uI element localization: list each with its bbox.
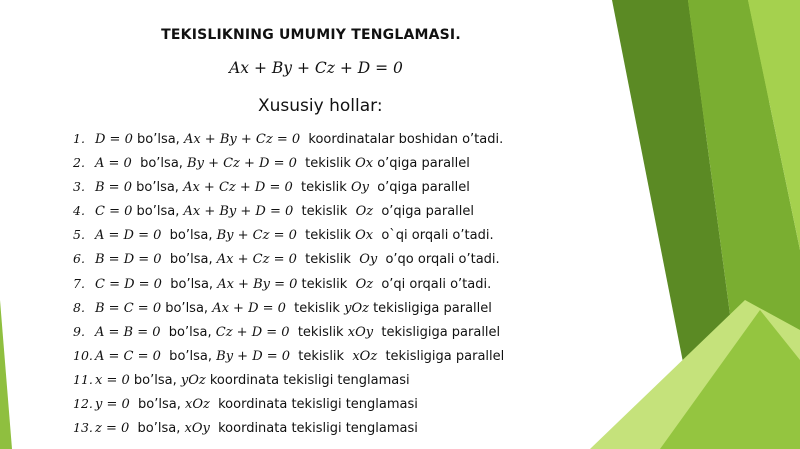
case-row-5 xyxy=(73,223,504,247)
case-axis: Ox xyxy=(355,156,374,172)
case-text: bo’lsa, xyxy=(161,276,218,292)
special-cases-heading: Xususiy hollar: xyxy=(258,96,383,116)
case-text: o’qiga parallel xyxy=(373,156,470,172)
case-text: koordinata tekisligi tenglamasi xyxy=(209,421,418,437)
case-condition: y = 0 xyxy=(95,397,130,413)
case-row-4 xyxy=(73,199,504,223)
case-text: bo’lsa, xyxy=(161,300,213,316)
case-row-10 xyxy=(73,344,504,368)
case-text: bo’lsa, xyxy=(160,324,216,340)
case-row-3 xyxy=(73,175,504,199)
case-text: tekislik xyxy=(296,228,356,244)
case-axis: Oz xyxy=(355,276,374,292)
case-number: 13. xyxy=(73,420,93,436)
case-number: 10. xyxy=(73,347,93,363)
special-cases-list xyxy=(73,127,504,440)
case-number: 5. xyxy=(73,227,85,243)
case-condition: C = 0 xyxy=(95,204,133,220)
case-row-9 xyxy=(73,320,504,344)
case-text: bo’lsa, xyxy=(129,421,185,437)
case-row-12 xyxy=(73,392,504,416)
case-axis: Oz xyxy=(355,204,374,220)
case-text: bo’lsa, xyxy=(129,372,181,388)
case-condition: A = 0 xyxy=(95,156,132,172)
case-equation: Ax + By + Cz = 0 xyxy=(183,132,301,147)
case-text: o`qi orqali o’tadi. xyxy=(373,228,494,244)
case-text: bo’lsa, xyxy=(161,252,217,268)
case-number: 1. xyxy=(73,131,85,146)
case-equation: By + Cz = 0 xyxy=(216,228,297,244)
case-row-13 xyxy=(73,416,504,440)
case-equation: By + Cz + D = 0 xyxy=(187,156,297,172)
case-condition: x = 0 xyxy=(95,372,130,388)
case-text: tekislik xyxy=(296,156,356,172)
case-number: 4. xyxy=(73,203,85,219)
case-row-1 xyxy=(73,127,504,151)
case-condition: z = 0 xyxy=(95,421,130,437)
case-condition: B = D = 0 xyxy=(95,252,162,268)
case-equation: Ax + By + D = 0 xyxy=(183,204,294,220)
case-equation: Ax + D = 0 xyxy=(212,300,286,316)
case-text: bo’lsa, xyxy=(160,348,217,364)
case-number: 11. xyxy=(73,371,93,387)
case-text: bo’lsa, xyxy=(132,204,184,220)
case-axis: Oy xyxy=(350,180,369,196)
case-text: tekislik xyxy=(293,204,356,220)
case-row-7 xyxy=(73,272,504,296)
case-number: 9. xyxy=(73,323,85,339)
case-text: tekislik xyxy=(297,276,356,292)
case-axis: xOz xyxy=(352,348,378,364)
case-text: tekislik xyxy=(289,324,348,340)
case-axis: Ox xyxy=(355,228,374,244)
case-equation: Ax + By = 0 xyxy=(217,276,298,292)
case-text: o’qiga parallel xyxy=(368,180,470,196)
case-text: o’qo orqali o’tadi. xyxy=(377,252,500,268)
case-condition: D = 0 xyxy=(95,132,133,147)
case-text: tekisligiga parallel xyxy=(377,348,505,364)
case-text: bo’lsa, xyxy=(161,228,217,244)
case-text: o’qiga parallel xyxy=(373,204,475,220)
case-text: bo’lsa, xyxy=(129,397,185,413)
case-text: tekislik xyxy=(292,180,351,196)
case-condition: C = D = 0 xyxy=(95,276,162,292)
case-text: tekislik xyxy=(285,300,345,316)
case-row-2 xyxy=(73,151,504,175)
case-axis: Oy xyxy=(359,252,378,268)
case-row-8 xyxy=(73,296,504,320)
case-text: bo’lsa, xyxy=(131,156,188,172)
case-text: tekisligiga parallel xyxy=(368,300,492,316)
case-plane-name: yOz xyxy=(180,372,206,388)
case-plane-name: xOy xyxy=(184,421,210,437)
case-text: tekislik xyxy=(290,348,353,364)
case-condition: A = C = 0 xyxy=(95,348,161,364)
case-condition: B = 0 xyxy=(95,180,132,196)
case-row-6 xyxy=(73,247,504,271)
general-equation: Ax + By + Cz + D = 0 xyxy=(229,59,403,77)
case-number: 8. xyxy=(73,299,85,315)
case-text: koordinatalar boshidan o’tadi. xyxy=(300,132,504,147)
case-condition: A = D = 0 xyxy=(95,228,162,244)
case-text: tekisligiga parallel xyxy=(373,324,501,340)
case-equation: Ax + Cz + D = 0 xyxy=(183,180,293,196)
case-number: 3. xyxy=(73,179,85,195)
case-condition: A = B = 0 xyxy=(95,324,161,340)
case-number: 12. xyxy=(73,396,93,412)
case-axis: yOz xyxy=(344,300,369,316)
case-equation: Ax + Cz = 0 xyxy=(216,252,297,268)
case-equation: Cz + D = 0 xyxy=(215,324,290,340)
case-text: bo’lsa, xyxy=(132,132,184,147)
case-equation: By + D = 0 xyxy=(216,348,291,364)
case-number: 7. xyxy=(73,275,85,291)
page-title: TEKISLIKNING UMUMIY TENGLAMASI. xyxy=(161,27,461,43)
case-number: 2. xyxy=(73,155,85,171)
case-row-11 xyxy=(73,368,504,392)
case-text: tekislik xyxy=(296,252,360,268)
case-text: o’qi orqali o’tadi. xyxy=(373,276,492,292)
case-condition: B = C = 0 xyxy=(95,300,162,316)
case-text: bo’lsa, xyxy=(131,180,184,196)
case-text: koordinata tekisligi tenglamasi xyxy=(209,397,418,413)
case-text: koordinata tekisligi tenglamasi xyxy=(205,372,410,388)
case-plane-name: xOz xyxy=(185,397,210,413)
case-axis: xOy xyxy=(347,324,374,340)
case-number: 6. xyxy=(73,251,85,267)
green-left-sliver xyxy=(0,300,12,449)
